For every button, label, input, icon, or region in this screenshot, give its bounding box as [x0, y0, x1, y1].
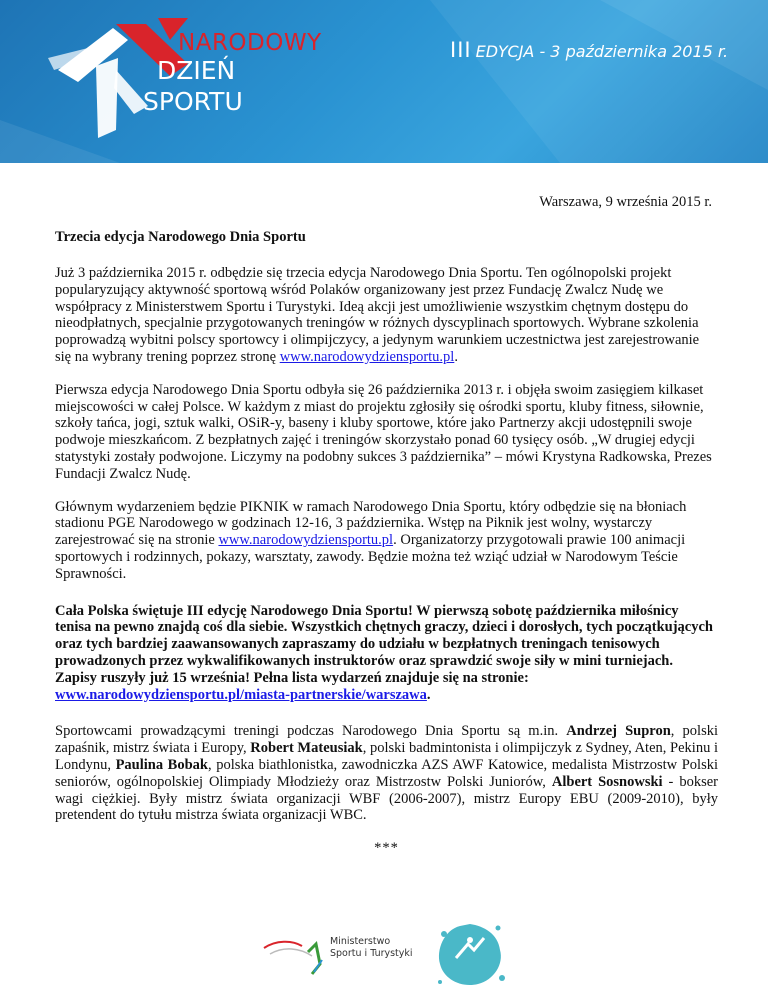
paragraph-1-end: .: [454, 348, 458, 365]
paragraph-2: [55, 382, 718, 483]
website-link-1[interactable]: www.narodowydziensportu.pl: [279, 348, 455, 365]
website-link-2[interactable]: www.narodowydziensportu.pl: [218, 532, 394, 549]
ministry-name-line2: Sportu i Turystyki: [330, 948, 413, 959]
logo-text-sportu: SPORTU: [143, 87, 243, 116]
section-separator: ***: [374, 840, 399, 857]
paragraph-4-end: .: [426, 686, 431, 703]
foundation-splash-logo-icon: [434, 920, 506, 990]
paragraph-1: [55, 265, 718, 366]
paragraph-5: [55, 723, 718, 824]
logo-text-dzien: DZIEŃ: [157, 56, 236, 85]
paragraph-2-text: Pierwsza edycja Narodowego Dnia Sportu odbyła się 26 października 2013 r. i objęła swoim zasięgiem kilkaset miejscowości w całej Polsce. W każdym z miast do projektu zgłosiły się ośrodki sportu, kluby fitness, siłownie, szkoły tańca, jogi, sztuk walki, OSiR-y, baseny i kluby sportowe, które jako Partnerzy akcji udostępnili swoje podwoje mieszkańcom. Z bezpłatnych zajęć i treningów skorzystało ponad 60 tysięcy osób. „W drugiej edycji statystyki zostały podwojone. Liczymy na podobny sukces 3 października” – mówi Krystyna Radkowska, Prezes Fundacji Zwalcz Nudę.: [55, 381, 712, 482]
header-banner: [0, 0, 768, 163]
paragraph-3: [55, 499, 718, 583]
paragraph-5-part-e: - bokser wagi ciężkiej. Były mistrz świata organizacji WBF (2006-2007), mistrz Europy EBU (2009-2010), były pretendent do tytułu mistrza świata organizacji WBC.: [55, 773, 718, 824]
paragraph-4-text: Cała Polska świętuje III edycję Narodowego Dnia Sportu! W pierwszą sobotę października miłośnicy tenisa na pewno znajdą coś dla siebie. Wszystkich chętnych graczy, dzieci i dorosłych, tych początkujących oraz tych bardziej zaawansowanych zapraszamy do udziału w bezpłatnych treningach tenisowych prowadzonych przez wykwalifikowanych instruktorów oraz sprawdzić swoje siły w mini turniejach. Zapisy ruszyły już 15 września! Pełna lista wydarzeń znajduje się na stronie:: [55, 602, 713, 686]
paragraph-5-part-b: , polski zapaśnik, mistrz świata i Europy,: [55, 723, 718, 757]
ministry-name-line1: Ministerstwo: [330, 936, 391, 947]
paragraph-4: [55, 603, 718, 704]
paragraph-3-text: Głównym wydarzeniem będzie PIKNIK w ramach Narodowego Dnia Sportu, który odbędzie się na błoniach stadionu PGE Narodowego w godzinach 12-16, 3 października. Wstęp na Piknik jest wolny, wystarczy zarejestrować się na stronie: [55, 498, 687, 549]
letter-body: [55, 265, 718, 857]
paragraph-5-part-a: Sportowcami prowadzącymi treningi podczas Narodowego Dnia Sportu są m.in.: [55, 723, 567, 740]
athlete-name-4: Albert Sosnowski: [551, 773, 663, 790]
letter-title: Trzecia edycja Narodowego Dnia Sportu: [55, 229, 306, 245]
athlete-name-2: Robert Mateusiak: [250, 740, 363, 757]
ministry-name: [330, 936, 413, 960]
edition-label: [450, 38, 728, 62]
paragraph-3-end: . Organizatorzy przygotowali prawie 100 animacji sportowych i rodzinnych, pokazy, warsztaty, zawody. Będzie można też wziąć udział w Narodowym Teście Sprawności.: [55, 532, 686, 582]
paragraph-5-part-d: , polska biathlonistka, zawodniczka AZS AWF Katowice, medalista Mistrzostw Polski seniorów, ogólnopolskiej Olimpiady Młodzieży oraz Mistrzostw Polski Juniorów,: [55, 756, 718, 790]
edition-roman: III: [450, 38, 472, 62]
athlete-name-3: Paulina Bobak: [115, 756, 208, 773]
warszawa-link[interactable]: www.narodowydziensportu.pl/miasta-partnerskie/warszawa: [55, 686, 427, 703]
paragraph-1-text: Już 3 października 2015 r. odbędzie się trzecia edycja Narodowego Dnia Sportu. Ten ogólnopolski projekt popularyzujący aktywność sportową wśród Polaków organizowany jest przez Fundację Zwalcz Nudę we współpracy z Ministerstwem Sportu i Turystyki. Ideą akcji jest umożliwienie wszystkim chętnym dostępu do nieodpłatnych, specjalnie przygotowanych treningów w różnych dyscyplinach sportowych. Wybrane szkolenia poprowadzą wybitni polscy sportowcy i olimpijczycy, a jedynym warunkiem uczestnictwa jest zarejestrowanie się na wybrany trening poprzez stronę: [55, 265, 700, 365]
logo-text-narodowy: NARODOWY: [178, 30, 322, 56]
edition-text: EDYCJA - 3 października 2015 r.: [475, 42, 729, 61]
letter-date: Warszawa, 9 września 2015 r.: [539, 194, 712, 210]
paragraph-5-part-c: , polski badmintonista i olimpijczyk z Sydney, Aten, Pekinu i Londynu,: [55, 740, 718, 773]
ministry-logo-icon: [262, 934, 326, 978]
athlete-name-1: Andrzej Supron: [566, 723, 671, 740]
